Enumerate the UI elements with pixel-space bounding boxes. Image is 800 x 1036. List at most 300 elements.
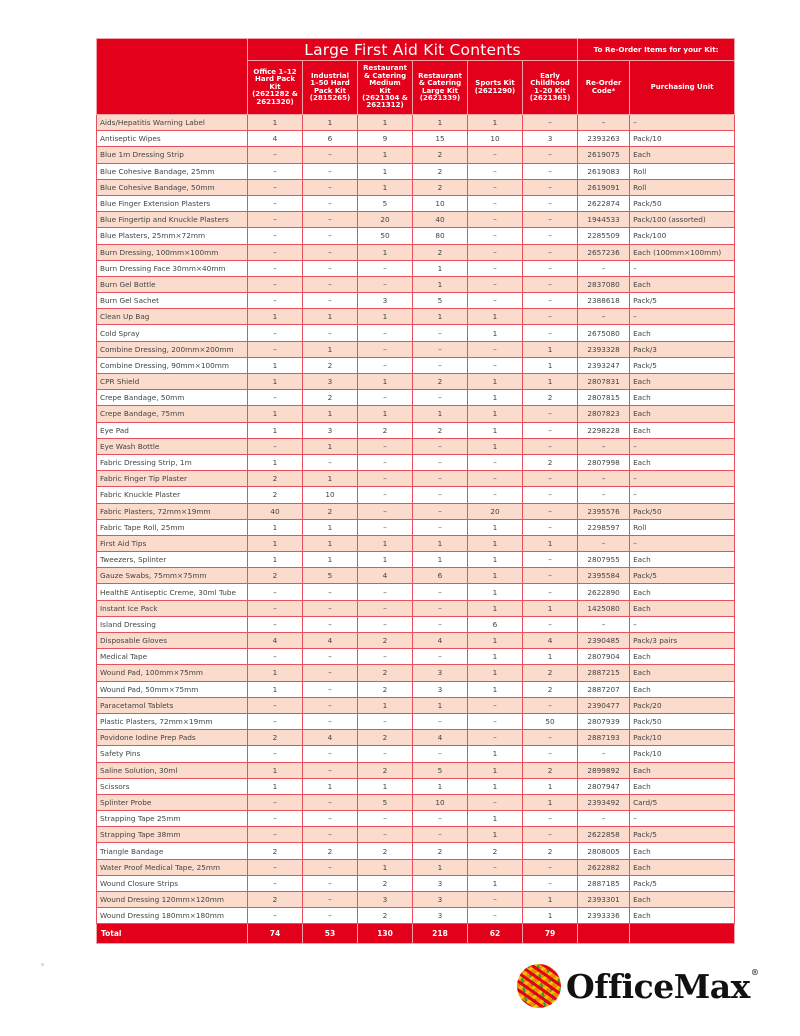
kit-quantity: –: [468, 454, 523, 470]
kit-quantity: 1: [413, 406, 468, 422]
kit-quantity: 1: [468, 309, 523, 325]
kit-quantity: –: [248, 811, 303, 827]
kit-quantity: 6: [303, 131, 358, 147]
table-row: [97, 276, 735, 292]
reorder-code: 2622858: [578, 827, 630, 843]
item-name: Eye Pad: [97, 422, 248, 438]
kit-quantity: –: [358, 649, 413, 665]
kit-quantity: 2: [413, 374, 468, 390]
kit-quantity: 1: [413, 115, 468, 131]
table-row: [97, 179, 735, 195]
table-row: [97, 794, 735, 810]
kit-quantity: 2: [523, 454, 578, 470]
reorder-code: 2807947: [578, 778, 630, 794]
kit-quantity: 40: [248, 503, 303, 519]
item-name: Strapping Tape 38mm: [97, 827, 248, 843]
purchasing-unit: Pack/10: [630, 746, 735, 762]
purchasing-unit: –: [630, 535, 735, 551]
item-name: Fabric Finger Tip Plaster: [97, 471, 248, 487]
kit-header-line: Industrial: [310, 71, 350, 80]
kit-quantity: –: [248, 746, 303, 762]
purchasing-unit: Pack/3: [630, 341, 735, 357]
kit-quantity: –: [248, 293, 303, 309]
kit-quantity: –: [523, 293, 578, 309]
kit-total: 62: [468, 924, 523, 944]
table-row: [97, 746, 735, 762]
total-row: [97, 924, 735, 944]
table-row: [97, 195, 735, 211]
item-name: Burn Gel Sachet: [97, 293, 248, 309]
reorder-code: –: [578, 438, 630, 454]
kit-quantity: 40: [413, 212, 468, 228]
item-name: Aids/Hepatitis Warning Label: [97, 115, 248, 131]
kit-header-line: (2621339): [419, 93, 461, 102]
kit-quantity: –: [523, 584, 578, 600]
reorder-code: 2807815: [578, 390, 630, 406]
kit-quantity: 2: [248, 730, 303, 746]
kit-quantity: –: [248, 212, 303, 228]
kit-quantity: –: [303, 244, 358, 260]
kit-quantity: 3: [358, 293, 413, 309]
kit-quantity: –: [303, 649, 358, 665]
kit-quantity: 4: [303, 633, 358, 649]
kit-column-header: [358, 61, 413, 115]
kit-quantity: 2: [358, 422, 413, 438]
kit-header-line: Kit: [269, 82, 281, 91]
kit-quantity: –: [248, 438, 303, 454]
kit-quantity: 1: [358, 163, 413, 179]
reorder-code: 2675080: [578, 325, 630, 341]
kit-quantity: 20: [358, 212, 413, 228]
kit-quantity: 1: [468, 875, 523, 891]
kit-quantity: –: [468, 859, 523, 875]
kit-quantity: –: [358, 357, 413, 373]
reorder-code: 2807998: [578, 454, 630, 470]
table-row: [97, 390, 735, 406]
kit-quantity: 1: [358, 309, 413, 325]
item-name: Cold Spray: [97, 325, 248, 341]
item-name: Strapping Tape 25mm: [97, 811, 248, 827]
kit-quantity: 1: [523, 535, 578, 551]
kit-quantity: 2: [413, 422, 468, 438]
kit-quantity: –: [248, 147, 303, 163]
kit-quantity: –: [523, 422, 578, 438]
kit-quantity: 2: [358, 875, 413, 891]
kit-quantity: 1: [248, 535, 303, 551]
reorder-code: 2807831: [578, 374, 630, 390]
kit-quantity: 2: [413, 244, 468, 260]
kit-quantity: 15: [413, 131, 468, 147]
kit-quantity: 1: [468, 584, 523, 600]
kit-quantity: 3: [303, 374, 358, 390]
kit-quantity: 1: [468, 827, 523, 843]
kit-quantity: –: [468, 487, 523, 503]
kit-quantity: 1: [248, 552, 303, 568]
kit-total: 79: [523, 924, 578, 944]
kit-quantity: –: [303, 195, 358, 211]
kit-quantity: 1: [523, 649, 578, 665]
kit-quantity: –: [248, 341, 303, 357]
kit-quantity: –: [248, 260, 303, 276]
purchasing-unit: Each: [630, 374, 735, 390]
kit-quantity: –: [303, 892, 358, 908]
kit-quantity: –: [358, 827, 413, 843]
kit-column-header: [523, 61, 578, 115]
kit-quantity: 1: [358, 859, 413, 875]
kit-quantity: –: [413, 616, 468, 632]
kit-quantity: 2: [303, 503, 358, 519]
kit-quantity: 10: [413, 195, 468, 211]
kit-quantity: –: [303, 762, 358, 778]
kit-quantity: –: [523, 811, 578, 827]
purchasing-unit: Pack/100: [630, 228, 735, 244]
kit-quantity: –: [523, 115, 578, 131]
purchasing-unit: Pack/100 (assorted): [630, 212, 735, 228]
kit-quantity: 2: [358, 908, 413, 924]
reorder-code: –: [578, 746, 630, 762]
kit-quantity: –: [303, 859, 358, 875]
kit-quantity: 6: [468, 616, 523, 632]
kit-quantity: –: [523, 487, 578, 503]
kit-total: 130: [358, 924, 413, 944]
item-name: Clean Up Bag: [97, 309, 248, 325]
kit-quantity: 1: [303, 115, 358, 131]
kit-quantity: 1: [358, 179, 413, 195]
reorder-code: –: [578, 616, 630, 632]
purchasing-unit: Pack/50: [630, 503, 735, 519]
purchasing-unit: Pack/10: [630, 131, 735, 147]
reorder-code: 2388618: [578, 293, 630, 309]
kit-quantity: –: [248, 875, 303, 891]
kit-quantity: 1: [468, 811, 523, 827]
kit-quantity: –: [468, 341, 523, 357]
reorder-code-header-line: Code*: [591, 86, 616, 95]
kit-quantity: –: [303, 293, 358, 309]
item-name: Wound Pad, 100mm×75mm: [97, 665, 248, 681]
kit-quantity: –: [248, 616, 303, 632]
kit-quantity: 1: [358, 147, 413, 163]
kit-quantity: –: [248, 600, 303, 616]
kit-quantity: –: [523, 503, 578, 519]
kit-quantity: 1: [303, 778, 358, 794]
kit-quantity: 10: [413, 794, 468, 810]
table-body: [97, 115, 735, 944]
purchasing-unit: Each: [630, 390, 735, 406]
table-row: [97, 892, 735, 908]
kit-quantity: 1: [468, 115, 523, 131]
kit-quantity: –: [248, 195, 303, 211]
kit-quantity: –: [413, 649, 468, 665]
kit-column-header: [413, 61, 468, 115]
kit-column-header: [468, 61, 523, 115]
kit-quantity: 1: [358, 406, 413, 422]
first-aid-kit-contents-table: [96, 38, 735, 944]
kit-quantity: 3: [413, 665, 468, 681]
kit-quantity: 9: [358, 131, 413, 147]
kit-header-line: & Catering: [418, 79, 462, 88]
kit-quantity: –: [468, 276, 523, 292]
kit-quantity: 5: [303, 568, 358, 584]
kit-total: 74: [248, 924, 303, 944]
item-name: Saline Solution, 30ml: [97, 762, 248, 778]
officemax-logo: [517, 960, 777, 1012]
kit-quantity: –: [413, 811, 468, 827]
kit-quantity: 2: [468, 843, 523, 859]
kit-quantity: –: [523, 616, 578, 632]
kit-quantity: –: [358, 616, 413, 632]
reorder-code: 2285509: [578, 228, 630, 244]
reorder-code: 2393263: [578, 131, 630, 147]
purchasing-unit: –: [630, 260, 735, 276]
kit-quantity: 1: [468, 568, 523, 584]
kit-quantity: 3: [523, 131, 578, 147]
purchasing-unit: Each: [630, 147, 735, 163]
item-column-header: [97, 39, 248, 115]
kit-quantity: 1: [248, 778, 303, 794]
kit-quantity: –: [248, 163, 303, 179]
item-name: Instant Ice Pack: [97, 600, 248, 616]
kit-quantity: –: [358, 471, 413, 487]
kit-quantity: –: [358, 454, 413, 470]
kit-quantity: 4: [358, 568, 413, 584]
kit-quantity: –: [248, 584, 303, 600]
kit-quantity: –: [303, 260, 358, 276]
kit-quantity: 2: [248, 892, 303, 908]
kit-quantity: 1: [468, 519, 523, 535]
purchasing-unit: Pack/3 pairs: [630, 633, 735, 649]
kit-quantity: 1: [248, 406, 303, 422]
kit-quantity: –: [303, 325, 358, 341]
kit-quantity: –: [303, 713, 358, 729]
kit-quantity: 4: [413, 730, 468, 746]
kit-quantity: –: [413, 325, 468, 341]
kit-column-header: [248, 61, 303, 115]
item-name: First Aid Tips: [97, 535, 248, 551]
kit-quantity: –: [523, 212, 578, 228]
kit-quantity: –: [523, 260, 578, 276]
item-name: Fabric Knuckle Plaster: [97, 487, 248, 503]
kit-quantity: 1: [523, 341, 578, 357]
purchasing-unit: Pack/50: [630, 195, 735, 211]
item-name: Blue Plasters, 25mm×72mm: [97, 228, 248, 244]
kit-quantity: 1: [523, 778, 578, 794]
kit-quantity: 2: [358, 633, 413, 649]
kit-quantity: 2: [303, 357, 358, 373]
kit-quantity: –: [413, 487, 468, 503]
kit-quantity: 1: [248, 665, 303, 681]
kit-quantity: 5: [358, 195, 413, 211]
item-name: Povidone Iodine Prep Pads: [97, 730, 248, 746]
table-row: [97, 762, 735, 778]
item-name: Medical Tape: [97, 649, 248, 665]
kit-quantity: 2: [303, 843, 358, 859]
table-row: [97, 535, 735, 551]
kit-quantity: 2: [248, 568, 303, 584]
purchasing-unit: Each: [630, 665, 735, 681]
table-row: [97, 374, 735, 390]
purchasing-unit: –: [630, 115, 735, 131]
kit-quantity: 1: [303, 438, 358, 454]
kit-quantity: –: [523, 552, 578, 568]
kit-quantity: 4: [303, 730, 358, 746]
kit-quantity: 1: [248, 519, 303, 535]
kit-quantity: 1: [413, 535, 468, 551]
kit-quantity: 1: [358, 778, 413, 794]
kit-quantity: –: [248, 859, 303, 875]
table-row: [97, 454, 735, 470]
kit-quantity: 1: [468, 438, 523, 454]
kit-quantity: 1: [523, 908, 578, 924]
table-row: [97, 811, 735, 827]
reorder-code: 2887193: [578, 730, 630, 746]
kit-quantity: –: [523, 746, 578, 762]
table-row: [97, 697, 735, 713]
item-name: Crepe Bandage, 50mm: [97, 390, 248, 406]
kit-quantity: 1: [468, 762, 523, 778]
item-name: Combine Dressing, 90mm×100mm: [97, 357, 248, 373]
kit-quantity: 20: [468, 503, 523, 519]
table-row: [97, 665, 735, 681]
kit-quantity: –: [468, 908, 523, 924]
kit-quantity: –: [358, 487, 413, 503]
kit-quantity: 1: [523, 357, 578, 373]
kit-quantity: –: [303, 212, 358, 228]
purchasing-unit: Pack/10: [630, 730, 735, 746]
kit-quantity: 1: [468, 374, 523, 390]
table-row: [97, 438, 735, 454]
item-name: Wound Dressing 180mm×180mm: [97, 908, 248, 924]
kit-quantity: –: [468, 471, 523, 487]
item-name: Wound Dressing 120mm×120mm: [97, 892, 248, 908]
kit-quantity: –: [303, 681, 358, 697]
kit-quantity: –: [303, 811, 358, 827]
kit-quantity: –: [303, 746, 358, 762]
kit-quantity: –: [358, 811, 413, 827]
table-row: [97, 341, 735, 357]
kit-quantity: –: [248, 228, 303, 244]
purchasing-unit: Each: [630, 778, 735, 794]
kit-quantity: 4: [413, 633, 468, 649]
kit-quantity: –: [468, 244, 523, 260]
kit-quantity: 2: [413, 179, 468, 195]
kit-quantity: 1: [413, 552, 468, 568]
reorder-code: –: [578, 309, 630, 325]
reorder-code: 2390485: [578, 633, 630, 649]
reorder-code: 2807904: [578, 649, 630, 665]
reorder-code: 2622890: [578, 584, 630, 600]
kit-quantity: 1: [468, 778, 523, 794]
kit-quantity: 1: [358, 697, 413, 713]
kit-quantity: –: [303, 584, 358, 600]
purchasing-unit: Pack/50: [630, 713, 735, 729]
purchasing-unit: Each: [630, 859, 735, 875]
item-name: HealthE Antiseptic Creme, 30ml Tube: [97, 584, 248, 600]
table-title: Large First Aid Kit Contents: [248, 39, 578, 61]
kit-quantity: 1: [303, 535, 358, 551]
table-row: [97, 600, 735, 616]
item-name: Combine Dressing, 200mm×200mm: [97, 341, 248, 357]
kit-quantity: –: [413, 827, 468, 843]
table-row: [97, 552, 735, 568]
kit-header-line: Pack Kit: [313, 86, 347, 95]
kit-quantity: 2: [358, 730, 413, 746]
table-row: [97, 228, 735, 244]
item-name: Plastic Plasters, 72mm×19mm: [97, 713, 248, 729]
reorder-code: 1944533: [578, 212, 630, 228]
item-name: Gauze Swabs, 75mm×75mm: [97, 568, 248, 584]
kit-header-line: Sports Kit: [475, 79, 515, 88]
table-row: [97, 422, 735, 438]
kit-quantity: –: [358, 390, 413, 406]
kit-header-line: 1–20 Kit: [534, 86, 566, 95]
purchasing-unit: –: [630, 811, 735, 827]
reorder-code: 1425080: [578, 600, 630, 616]
purchasing-unit: Roll: [630, 163, 735, 179]
kit-quantity: –: [468, 228, 523, 244]
kit-quantity: 1: [248, 374, 303, 390]
kit-quantity: –: [468, 697, 523, 713]
kit-header-line: Hard Pack: [255, 75, 295, 84]
kit-quantity: –: [358, 260, 413, 276]
kit-quantity: –: [358, 438, 413, 454]
kit-quantity: 1: [413, 778, 468, 794]
table-row: [97, 778, 735, 794]
purchasing-unit: Each: [630, 276, 735, 292]
kit-quantity: 3: [413, 892, 468, 908]
kit-quantity: 1: [303, 471, 358, 487]
kit-quantity: 6: [413, 568, 468, 584]
kit-quantity: –: [523, 406, 578, 422]
kit-quantity: –: [248, 649, 303, 665]
kit-quantity: –: [413, 341, 468, 357]
reorder-title: To Re-Order Items for your Kit:: [578, 39, 735, 61]
item-name: Triangle Bandage: [97, 843, 248, 859]
kit-quantity: –: [248, 713, 303, 729]
kit-quantity: 3: [413, 875, 468, 891]
kit-quantity: –: [468, 293, 523, 309]
reorder-code: 2807955: [578, 552, 630, 568]
kit-quantity: –: [358, 519, 413, 535]
table-row: [97, 908, 735, 924]
total-unit-empty: [630, 924, 735, 944]
kit-quantity: –: [248, 908, 303, 924]
kit-quantity: 1: [358, 535, 413, 551]
kit-quantity: 5: [413, 293, 468, 309]
reorder-code: 2393247: [578, 357, 630, 373]
kit-quantity: 2: [248, 471, 303, 487]
total-label: Total: [97, 924, 248, 944]
reorder-code: 2887215: [578, 665, 630, 681]
kit-quantity: –: [303, 794, 358, 810]
kit-quantity: –: [248, 276, 303, 292]
purchasing-unit: Roll: [630, 179, 735, 195]
purchasing-unit: Each: [630, 406, 735, 422]
purchasing-unit: Each: [630, 908, 735, 924]
kit-quantity: –: [248, 697, 303, 713]
kit-quantity: –: [303, 179, 358, 195]
purchasing-unit-header: Purchasing Unit: [630, 61, 735, 115]
kit-quantity: –: [413, 503, 468, 519]
purchasing-unit: –: [630, 438, 735, 454]
kit-quantity: 2: [413, 147, 468, 163]
kit-quantity: –: [358, 600, 413, 616]
purchasing-unit: Each: [630, 325, 735, 341]
reorder-code: 2887185: [578, 875, 630, 891]
brand-text: OfficeMax: [566, 966, 750, 1006]
kit-header-line: (2815265): [309, 93, 351, 102]
table-row: [97, 357, 735, 373]
kit-quantity: –: [303, 697, 358, 713]
